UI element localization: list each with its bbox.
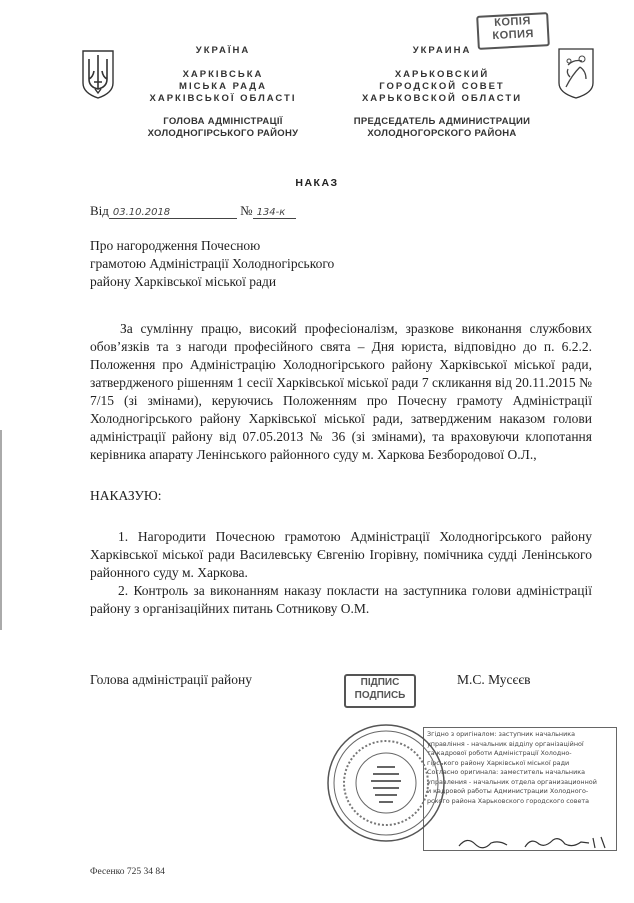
- header-ru-position-1: ПРЕДСЕДАТЕЛЬ АДМИНИСТРАЦИИ: [353, 116, 531, 127]
- date-from-label: Від: [90, 203, 109, 218]
- header-ru-country: УКРАИНА: [412, 45, 472, 56]
- handwritten-number: 134-к: [253, 207, 296, 219]
- handwritten-signatures: [455, 834, 615, 852]
- order-word: НАКАЗУЮ:: [90, 488, 162, 503]
- dateline: [90, 203, 296, 219]
- footer-contact: Фесенко 725 34 84: [90, 867, 165, 877]
- header-ukrainian: [118, 45, 328, 140]
- certification-stamp: [423, 727, 617, 851]
- round-seal-icon: [325, 722, 447, 844]
- signature-stamp-ru: ПОДПИСЬ: [354, 690, 406, 701]
- header-ru-council-1: ХАРЬКОВСКИЙ: [394, 69, 490, 80]
- header-ua-council-2: МІСЬКА РАДА: [179, 81, 267, 92]
- signature-stamp-ua: ПІДПИС: [360, 677, 400, 688]
- cert-line-4: гірського району Харківської міської ради: [427, 758, 570, 767]
- header-ua-position-2: ХОЛОДНОГІРСЬКОГО РАЙОНУ: [147, 128, 299, 139]
- cert-line-3: та кадрової роботи Адміністрації Холодно-: [427, 749, 572, 757]
- number-label: №: [240, 203, 253, 218]
- signatory-position: Голова адміністрації району: [90, 672, 252, 687]
- scan-edge-shadow: [0, 430, 2, 630]
- header-ru-council-3: ХАРЬКОВСКОЙ ОБЛАСТИ: [361, 93, 523, 104]
- header-ua-country: УКРАЇНА: [195, 45, 251, 56]
- trident-emblem-icon: [80, 49, 116, 99]
- subject-line-3: району Харківської міської ради: [90, 274, 277, 289]
- order-subject: [90, 237, 390, 291]
- header-ua-position-1: ГОЛОВА АДМІНІСТРАЦІЇ: [163, 116, 283, 127]
- cert-line-2: управління - начальник відділу організаційної: [427, 739, 584, 748]
- signature-stamp: [344, 674, 416, 708]
- subject-line-1: Про нагородження Почесною: [90, 238, 261, 253]
- cert-line-7: и кадровой работы Администрации Холодного-: [427, 787, 589, 795]
- cert-line-5: Согласно оригинала: заместитель начальника: [427, 768, 586, 776]
- subject-line-2: грамотою Адміністрації Холодногірського: [90, 256, 335, 271]
- header-ru-position-2: ХОЛОДНОГОРСКОГО РАЙОНА: [367, 128, 517, 139]
- handwritten-date: 03.10.2018: [109, 207, 237, 219]
- cert-line-6: управления - начальник отдела организационной: [427, 777, 597, 786]
- header-ua-council-1: ХАРКІВСЬКА: [182, 69, 264, 80]
- preamble-paragraph: За сумлінну працю, високий професіоналізм, зразкове виконання службових обов’язків та з нагоди професійного свята – Дня юриста, відповідно до п. 6.2.2. Положення про Адміністрацію Холодногірського району Харківської міської ради, затвердженого рішенням 1 сесії Харківської міської ради 7 скликання від 20.11.2015 № 7/15 (зі змінами), керуючись Положенням про Почесну грамоту Адміністрації Холодногірського району Харківської міської ради, затвердженим наказом голови адміністрації району від 07.05.2013 № 36 (зі змінами), та враховуючи клопотання керівника апарату Ленінського районного суду м. Харкова Безбородової О.Л.,: [90, 321, 592, 462]
- kharkiv-emblem-icon: [556, 47, 596, 99]
- cert-line-1: Згідно з оригіналом: заступник начальника: [427, 730, 576, 738]
- order-item-2: 2. Контроль за виконанням наказу покласти на заступника голови адміністрації району з організаційних питань Сотникову О.М.: [90, 583, 592, 616]
- copy-stamp-ru: КОПИЯ: [492, 27, 535, 43]
- document-title: НАКАЗ: [295, 177, 339, 189]
- signatory-name: М.С. Мусєєв: [457, 672, 531, 687]
- cert-line-8: рского района Харьковского городского совета: [427, 796, 590, 805]
- order-item-1: 1. Нагородити Почесною грамотою Адміністрації Холодногірського району Харківської міської ради Василевську Євгенію Ігорівну, помічника судді Ленінського районного суду м. Харкова.: [90, 529, 592, 580]
- header-russian: [327, 45, 557, 140]
- copy-stamp-ua: КОПІЯ: [493, 15, 532, 29]
- order-items: [90, 528, 592, 618]
- header-ua-council-3: ХАРКІВСЬКОЇ ОБЛАСТІ: [149, 93, 297, 104]
- header-ru-council-2: ГОРОДСКОЙ СОВЕТ: [379, 81, 505, 92]
